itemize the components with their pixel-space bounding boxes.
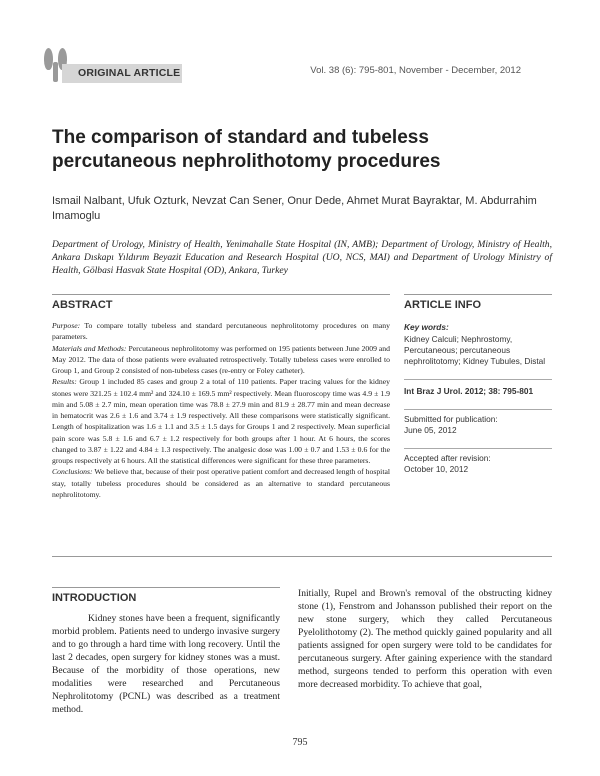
abstract-results: Results: Group 1 included 85 cases and group 2 a total of 110 patients. Paper tracing values for the kidney stones were 321.25 ± 102.4 mm² and 324.10 ± 169.5 mm² respectively. Mean fluoroscopy time was 4.9 ± 1.9 min and 5.08 ± 2.7 min, mean operation time was 78.8 ± 27.9 min and 81.9 ± 28.77 min and mean decrease in hematocrit was 2.6 ± 1.6 and 3.74 ± 1.9 respectively. All these comparisons were statistically significant. Length of hospitalization was 1.6 ± 1.1 and 3.5 ± 1.5 days for Groups 1 and 2 respectively. Mean superficial pain score was 5.8 ± 1.6 and 6.7 ± 1.2 respectively for both groups after 1 hour. At 6 hours, the scores changed to 3.87 ± 1.22 and 4.84 ± 1.3 respectively. The analgesic dose was 1.00 ± 0.7 and 1.53 ± 0.6 for the groups respectively at 6 hours. All the statistical differences were significant for these three parameters.	[52, 377, 390, 465]
introduction-right-column: Initially, Rupel and Brown's removal of the obstructing kidney stone (1), Fenstrom and Johansson published their report on the new stone surgery, which they called Percutaneous Pyelolithotomy (2). The method quickly gained popularity and all patients assigned for open surgery were told to be candidates for percutaneous surgery. After gaining experience with the standard method, surgeons tended to perform this operation with even more decreased morbidity. To achieve that goal,	[298, 588, 552, 691]
submitted-date: June 05, 2012	[404, 425, 457, 435]
abstract-heading: ABSTRACT	[52, 294, 390, 311]
abstract-purpose: Purpose: To compare totally tubeless and standard percutaneous nephrolitotomy procedures on many parameters.	[52, 321, 390, 342]
info-divider	[404, 409, 552, 410]
article-title: The comparison of standard and tubeless percutaneous nephrolithotomy procedures	[52, 127, 441, 172]
submitted-label: Submitted for publication:	[404, 414, 498, 424]
volume-info: Vol. 38 (6): 795-801, November - December, 2012	[310, 65, 521, 76]
author-list: Ismail Nalbant, Ufuk Ozturk, Nevzat Can Sener, Onur Dede, Ahmet Murat Bayraktar, M. Abdurrahim Imamoglu	[52, 195, 537, 222]
abstract-conclusions: Conclusions: We believe that, because of their post operative patient comfort and decreased length of hospital stay, totally tubeless procedures should be considered as an alternative to standard percutaneous nephrolitotomy.	[52, 467, 390, 499]
section-tag: ORIGINAL ARTICLE	[62, 64, 182, 83]
abstract-bottom-rule	[52, 556, 552, 557]
introduction-heading: INTRODUCTION	[52, 587, 280, 604]
abstract-methods: Materials and Methods: Percutaneous nephrolitotomy was performed on 195 patients between June 2009 and May 2012. The data of those patients were evaluated retrospectively. Totally tubeless cases were enrolled to Group 1, and Group 2 consisted of non-tubeless cases (re-entry or Foley catheter).	[52, 343, 390, 375]
abstract-body	[52, 320, 390, 500]
accepted-label: Accepted after revision:	[404, 453, 491, 463]
introduction-left-column: Kidney stones have been a frequent, significantly morbid problem. Patients need to undergo invasive surgery and to go through a hard time with long recovery. Until the last 2 decades, open surgery for kidney stones was a must. Because of the morbidity of those operations, new modalities were researched and Percutaneous Nephrolitotomy (PCNL) was described as a treatment method.	[52, 613, 280, 716]
affiliations: Department of Urology, Ministry of Health, Yenimahalle State Hospital (IN, AMB); Department of Urology, Ministry of Health, Ankara Dıskapı Yıldırım Beyazit Education and Research Hospital (UO, NCS, MAI) and Department of Urology Ministry of Health, Gölbasi Hasvak State Hospital (OD), Ankara, Turkey	[52, 239, 552, 276]
page-number: 795	[292, 737, 308, 748]
citation: Int Braz J Urol. 2012; 38: 795-801	[404, 386, 534, 396]
keywords-list: Kidney Calculi; Nephrostomy, Percutaneous; percutaneous nephrolitotomy; Kidney Tubules, Distal	[404, 334, 546, 366]
accepted-date: October 10, 2012	[404, 464, 469, 474]
keywords-label: Key words:	[404, 322, 449, 332]
info-divider	[404, 379, 552, 380]
info-divider	[404, 448, 552, 449]
article-info-panel	[404, 322, 552, 475]
article-info-heading: ARTICLE INFO	[404, 294, 552, 311]
